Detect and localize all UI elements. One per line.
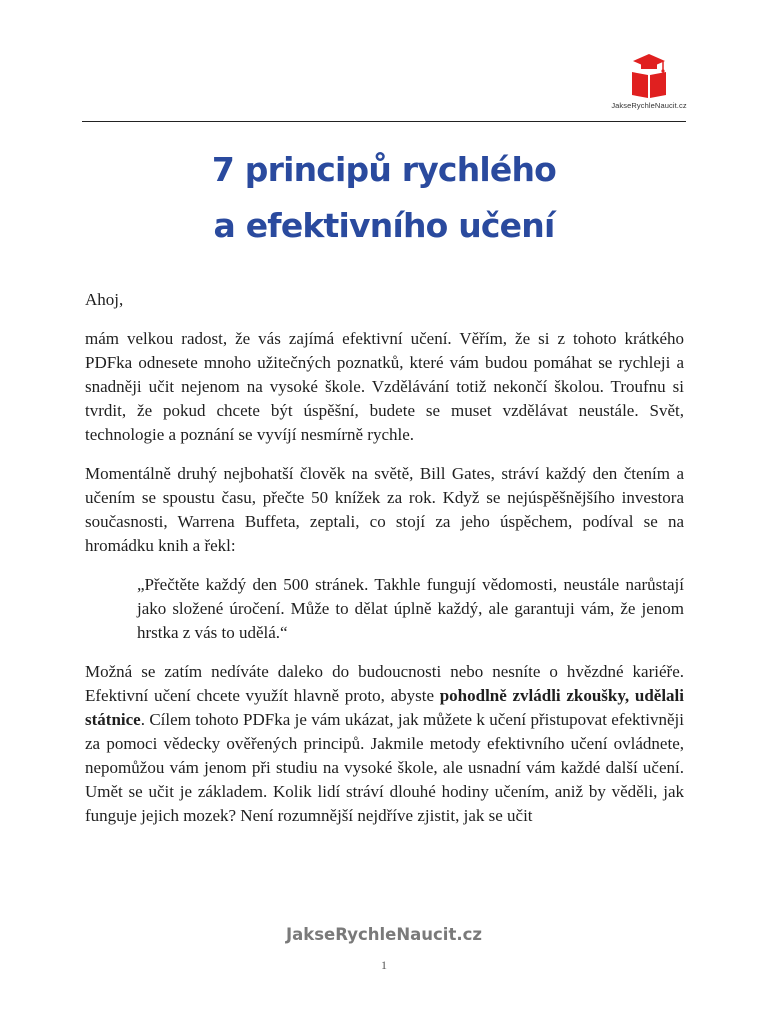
title-line-1: 7 principů rychlého [211,150,557,189]
footer-site-name: JakseRychleNaucit.cz [285,925,483,944]
header-divider [82,121,686,122]
paragraph-goal [85,660,684,828]
greeting: Ahoj, [85,290,124,309]
title-line-2: a efektivního učení [213,206,555,245]
page-title [82,142,686,254]
page-number: 1 [381,958,387,972]
paragraph-bill-gates: Momentálně druhý nejbohatší člověk na světě, Bill Gates, stráví každý den čtením a učením se spoustu času, přečte 50 knížek za rok. Když se nejúspěšnějšího investora současnosti, Warrena Buffeta, zeptali, co stojí za jeho úspěchem, podíval se na hromádku knih a řekl: [85,464,684,555]
quote-buffett: „Přečtěte každý den 500 stránek. Takhle fungují vědomosti, neustále narůstají jako složené úročení. Může to dělat úplně každý, ale garantuji vám, že jenom hrstka z vás to udělá.“ [137,575,684,642]
logo [604,52,694,122]
paragraph-intro: mám velkou radost, že vás zajímá efektivní učení. Věřím, že si z tohoto krátkého PDFka odnesete mnoho užitečných poznatků, které vám budou pomáhat se rychleji a snadněji učit nejenom na vysoké škole. Vzdělávání totiž nekončí školou. Troufnu si tvrdit, že pokud chcete být úspěšní, budete se muset vzdělávat neustále. Svět, technologie a poznání se vyvíjí nesmírně rychle. [85,329,684,444]
logo-text: JakseRychleNaucit.cz [611,101,687,110]
graduation-cap-book-icon [629,52,669,100]
document-body [85,288,684,843]
paragraph-goal-bold: pohodlně zvládli zkoušky, udělali státnice [85,686,684,729]
paragraph-goal-end: . Cílem tohoto PDFka je vám ukázat, jak můžete k učení přistupovat efektivněji za pomoci vědecky ověřených principů. Jakmile metody efektivního učení ovládnete, nepomůžou vám jenom při studiu na vysoké škole, ale usnadní vám každé další učení. Umět se učit je základem. Kolik lidí stráví dlouhé hodiny učením, aniž by věděli, jak funguje jejich mozek? Není rozumnější nejdříve zjistit, jak se učit [85,710,684,825]
paragraph-goal-start: Možná se zatím nedíváte daleko do budoucnosti nebo nesníte o hvězdné kariéře. Efektivní učení chcete využít hlavně proto, abyste [85,662,684,705]
